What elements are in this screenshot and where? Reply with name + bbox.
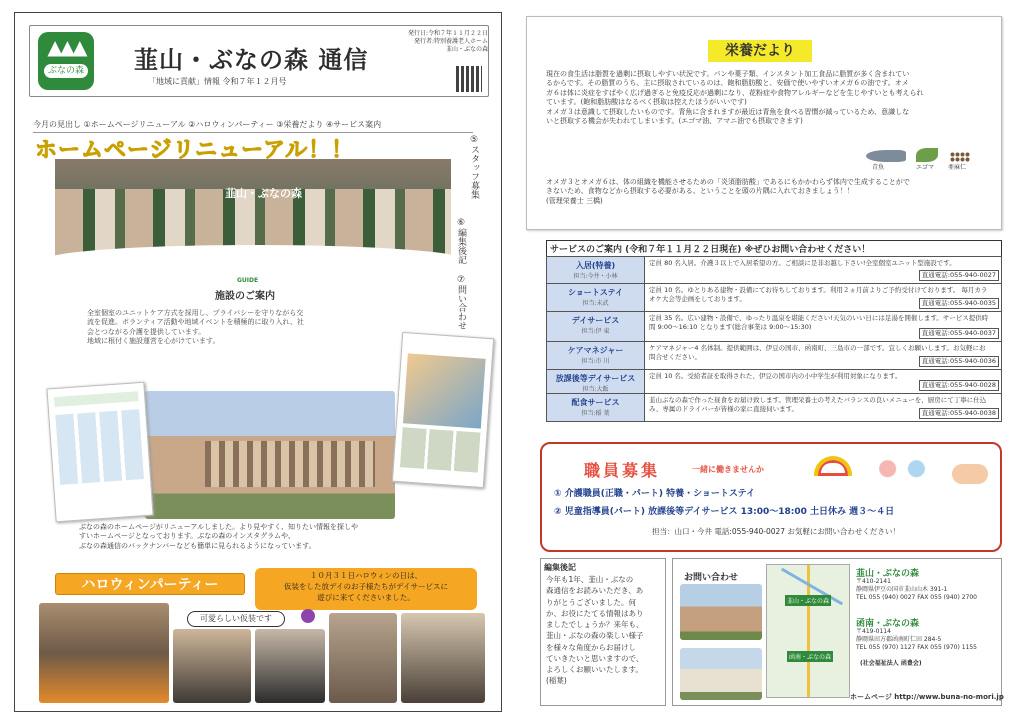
- logo-text: ぶなの森: [44, 64, 88, 78]
- ed-line-2: 森通信をお読みいただき、あ: [546, 586, 644, 596]
- recruit-title: 職員募集: [584, 461, 661, 480]
- ed-line-1: 今年も1年、韮山・ぶなの: [546, 575, 634, 584]
- service-staff: 担当:市 川: [581, 358, 610, 365]
- service-desc-cell: [645, 342, 1001, 369]
- service-name-cell: [547, 257, 645, 283]
- f1-zip: 〒410-2141: [856, 578, 891, 585]
- facility2-name: 函南・ぶなの森: [856, 619, 920, 629]
- service-staff: 担当:今井・小林: [573, 273, 618, 280]
- tree-icon: ▲▲▲: [47, 35, 85, 59]
- service-name-cell: [547, 342, 645, 369]
- service-desc-cell: [645, 257, 1001, 283]
- service-name-cell: [547, 312, 645, 341]
- service-tel[interactable]: 直通電話:055-940-0027: [919, 270, 999, 281]
- ed-line-3: りがとうございました。何: [546, 597, 636, 607]
- service-name: デイサービス: [571, 316, 620, 325]
- homepage-hero: [55, 159, 451, 259]
- facility-photo-1: [680, 584, 762, 640]
- editor-title: 編集後記: [544, 563, 576, 572]
- f1-tel: TEL 055 (940) 0027 FAX 055 (940) 2700: [856, 593, 977, 601]
- issue-subtitle: 「地域に貢献」情報 令和７年１２月号: [148, 77, 287, 86]
- service-row: [546, 370, 1002, 394]
- halloween-photo-3: [255, 629, 325, 703]
- service-staff: 担当:末武: [582, 300, 609, 307]
- recruit-line-1: ① 介護職員(正職・パート) 特養・ショートステイ: [554, 489, 756, 499]
- service-name: 放課後等デイサービス: [555, 374, 636, 383]
- guide-title: 施設のご案内: [215, 291, 275, 302]
- halloween-photo-4: [329, 613, 397, 703]
- service-table: [546, 256, 1002, 422]
- service-staff: 担当:伊 東: [581, 328, 610, 335]
- facility1-info: [856, 578, 1002, 601]
- renewal-line-2: すいホームページとなっております。ぶなの森のインスタグラムや、: [79, 532, 295, 541]
- logo: [38, 32, 94, 90]
- thumb-grid: [55, 409, 144, 485]
- homepage-url[interactable]: ホームページ http://www.buna-no-mori.jp: [850, 693, 1004, 701]
- candy-icon: [301, 609, 315, 623]
- service-row: [546, 394, 1002, 422]
- ed-line-6: 韮山・ぶなの森の楽しい様子: [546, 631, 644, 641]
- service-row: [546, 342, 1002, 370]
- service-desc: ケアマネジャー4 名体制。提供範囲は、伊豆の国市、函南町、三島市の一部です。宜しくお願いします。お気軽にお問合せください。: [649, 344, 986, 362]
- nut-line-6: いと摂取する機会が失われてしまいます。(エゴマ油、アマニ油でも摂取できます): [546, 117, 803, 126]
- service-desc: 定員 80 名入居。介護３以上で入居希望の方。ご相談に是非お越し下さい!全室個室ユニット型施設です。: [649, 259, 956, 267]
- masthead-meta: [370, 30, 488, 53]
- handshake-icon: [952, 464, 988, 484]
- ed-line-4: か、お役にたてる情報はあり: [546, 608, 644, 618]
- seeds-icon: [950, 152, 970, 162]
- service-tel[interactable]: 直通電話:055-940-0037: [919, 328, 999, 339]
- service-desc-cell: [645, 370, 1001, 393]
- service-name: ショートステイ: [567, 288, 624, 297]
- facility-photo-2: [680, 648, 762, 700]
- ed-line-10: (稲葉): [546, 676, 567, 686]
- guide-line-4: 地域に根付く施設運営を心がけています。: [87, 337, 220, 346]
- side-item-editor: ⑥編集後記: [456, 218, 466, 264]
- halloween-caption: 可愛らしい仮装です: [187, 611, 285, 627]
- service-name-cell: [547, 370, 645, 393]
- service-desc: 定員 10 名。ゆとりある建物・設備にてお待ちしております。利用２ヵ月前よりご予約受付けております。 毎月カラオケ大会等企画をしております。: [649, 286, 988, 304]
- nut2-line-3: (管理栄養士 三橋): [546, 196, 603, 205]
- recruit-line-2: ② 児童指導員(パート) 放課後等デイサービス 13:00～18:00 土日休み 週３～４日: [554, 507, 895, 517]
- ed-line-9: よろしくお願いいたします。: [546, 665, 643, 674]
- renewal-text: [79, 523, 469, 551]
- leaf-icon: [916, 148, 938, 162]
- service-row: [546, 256, 1002, 284]
- insta-grid: [400, 427, 481, 472]
- map-label-kannami: 函南・ぶなの森: [787, 651, 833, 662]
- building-photo: [145, 391, 395, 519]
- service-name: 配食サービス: [571, 398, 620, 407]
- nut-line-1: 現在の食生活は脂質を過剰に摂取しやすい状況です。パンや菓子類、インスタント加工食品に脂質が多く含まれてい: [546, 70, 910, 78]
- guide-line-2: 流を促進。ボランティア活動や地域イベントを積極的に取り入れ、社: [87, 318, 304, 327]
- service-name-cell: [547, 394, 645, 421]
- side-index-3: [455, 275, 468, 330]
- service-tel[interactable]: 直通電話:055-940-0035: [919, 298, 999, 309]
- f2-tel: TEL 055 (970) 1127 FAX 055 (970) 1155: [856, 643, 977, 651]
- side-index-2: [455, 218, 468, 264]
- masthead: [29, 25, 489, 97]
- issue-date: 発行日:令和７年１１月２２日: [407, 30, 488, 37]
- ed-line-5: ましたでしょうか？来年も、: [546, 620, 644, 629]
- newsletter-title: 韮山・ぶなの森 通信: [134, 45, 369, 74]
- nut-line-2: るからです。その脂質のうち、主に摂取されているのは、飽和脂肪酸と、安価で使いやすいオメガ６の油です。オメ: [546, 79, 909, 88]
- insta-photo: [403, 353, 486, 428]
- service-desc-cell: [645, 284, 1001, 311]
- contents-bar: 今月の見出し ①ホームページリニューアル ②ハロウィンパーティー ③栄養だより ④サービス案内: [33, 119, 473, 133]
- nutrition-p1: [546, 70, 992, 127]
- guide-line-1: 全室個室のユニットケア方式を採用し、プライバシーを守りながら交: [87, 309, 304, 317]
- nut-line-5: オメガ３は意識して摂取したいものです。青魚に含まれますが最近は青魚を食べる習慣が減っているため、意識しな: [546, 107, 910, 116]
- right-page: [520, 12, 1008, 712]
- people-icon: [866, 454, 938, 496]
- service-name-cell: [547, 284, 645, 311]
- publisher: 発行者:特別養護老人ホーム: [413, 37, 488, 45]
- service-desc-cell: [645, 394, 1001, 421]
- building-windows: [205, 441, 375, 487]
- recruit-sub: 一緒に働きませんか: [692, 465, 764, 474]
- nutrition-p2: [546, 178, 992, 206]
- guide-line-3: 会とつながる介護を提供しています。: [87, 327, 206, 336]
- service-tel[interactable]: 直通電話:055-940-0028: [919, 380, 999, 391]
- halloween-title: ハロウィンパーティー: [55, 573, 245, 595]
- thumb-header: [54, 391, 138, 407]
- note-line-1: １０月３１日ハロウィンの日は、: [309, 571, 423, 580]
- corp-name: (社会福祉法人 函豊会): [860, 660, 922, 667]
- nutrition-title: 栄養だより: [708, 40, 812, 62]
- service-desc-cell: [645, 312, 1001, 341]
- food-label-egoma: エゴマ: [916, 164, 935, 171]
- ed-line-7: を様々な角度からお届けし: [546, 642, 636, 652]
- service-desc: 定員 35 名。広い建物・設備で、ゆったり温泉を堪能ください!天気のいい日には足湯を開催します。サービス提供時間 9:00～16:10 となります(総合事業は 9:00～15:30): [649, 314, 989, 332]
- newsletter-thumb: [46, 382, 153, 523]
- halloween-photo-5: [401, 613, 485, 703]
- service-title: サービスのご案内 (令和７年１１月２２日現在) ※ぜひお問い合わせください！: [546, 240, 1002, 257]
- nut-line-3: ガ６は体に炎症をすばやく広げ過ぎると免疫反応が過剰になり、花粉症や食物アレルギーなどを生じやすいとも考えられ: [546, 88, 924, 97]
- fish-icon: [866, 150, 906, 162]
- food-label-flax: 亜麻仁: [948, 164, 967, 171]
- guide-text: [87, 309, 397, 347]
- map-label-nirayama: 韮山・ぶなの森: [785, 595, 831, 606]
- service-rows: [546, 256, 1002, 422]
- instagram-thumb: [392, 332, 494, 488]
- halloween-photo-2: [173, 629, 251, 703]
- renewal-line-3: ぶなの森通信のバックナンバーなども簡単に見られるようになっています。: [79, 541, 316, 550]
- renewal-line-1: ぶなの森のホームページがリニューアルしました。より見やすく、知りたい情報を探しや: [79, 523, 358, 531]
- facility1-name: 韮山・ぶなの森: [856, 569, 920, 579]
- guide-label: GUIDE: [237, 277, 259, 284]
- ed-line-8: ていきたいと思いますので、: [546, 653, 644, 663]
- facility2-info: [856, 628, 1002, 651]
- halloween-photo-1: [39, 603, 169, 703]
- service-tel[interactable]: 直通電話:055-940-0038: [919, 408, 999, 419]
- food-label-fish: 青魚: [872, 164, 885, 171]
- halloween-note: [255, 568, 477, 610]
- service-tel[interactable]: 直通電話:055-940-0036: [919, 356, 999, 367]
- service-row: [546, 312, 1002, 342]
- publisher-name: 韮山・ぶなの森: [445, 45, 488, 53]
- nut-line-4: ています。(飽和脂肪酸はなるべく摂取は控えたほうがいいです): [546, 98, 747, 107]
- service-name: 入居(特養): [575, 261, 616, 270]
- left-page: [14, 12, 502, 712]
- f2-addr: 静岡県田方郡函南町仁田 284-5: [856, 635, 942, 643]
- service-name: ケアマネジャー: [567, 346, 624, 355]
- note-line-2: 仮装をした放デイのお子様たちがデイサービスに: [284, 581, 448, 591]
- recruit-contact: 担当：山口・今井 電話:055-940-0027 お気軽にお問い合わせください！: [652, 527, 900, 536]
- note-line-3: 遊びに来てくださいました。: [317, 592, 415, 602]
- service-desc: 定員 10 名。受給者証を取得された、伊豆の国市内の小中学生が利用対象になります。: [649, 372, 902, 380]
- side-item-staff: ⑤スタッフ募集: [469, 135, 479, 199]
- f1-addr: 静岡県伊豆の国市韮山山木 391-1: [856, 585, 948, 593]
- hero-site-name: 韮山・ぶなの森: [225, 187, 302, 200]
- f2-zip: 〒419-0114: [856, 628, 891, 635]
- nut2-line-2: きないため、食物などから摂取する必要がある、ということを頭の片隅に入れておきましょう！！: [546, 187, 854, 196]
- renewal-headline: ホームページリニューアル！！: [35, 138, 355, 163]
- side-item-contact: ⑦問い合わせ: [456, 275, 466, 330]
- service-staff: 担当:稲 葉: [581, 410, 610, 417]
- nut2-line-1: オメガ３とオメガ６は、体の組織を機能させるための「炎須脂肪酸」であるにもかかわらず体内で生成することがで: [546, 178, 910, 186]
- service-row: [546, 284, 1002, 312]
- qr-code[interactable]: [456, 66, 482, 92]
- area-map[interactable]: [766, 564, 850, 698]
- editor-text: [546, 574, 664, 687]
- contact-title: お問い合わせ: [684, 573, 739, 583]
- service-desc: 韮山ぶなの森で作った昼食をお届け致します。管理栄養士の考えたバランスの良いメニューを、厨房にて丁寧に仕込み、専属のドライバーが皆様の家に直接伺います。: [649, 396, 987, 414]
- service-staff: 担当:大飯: [582, 386, 609, 393]
